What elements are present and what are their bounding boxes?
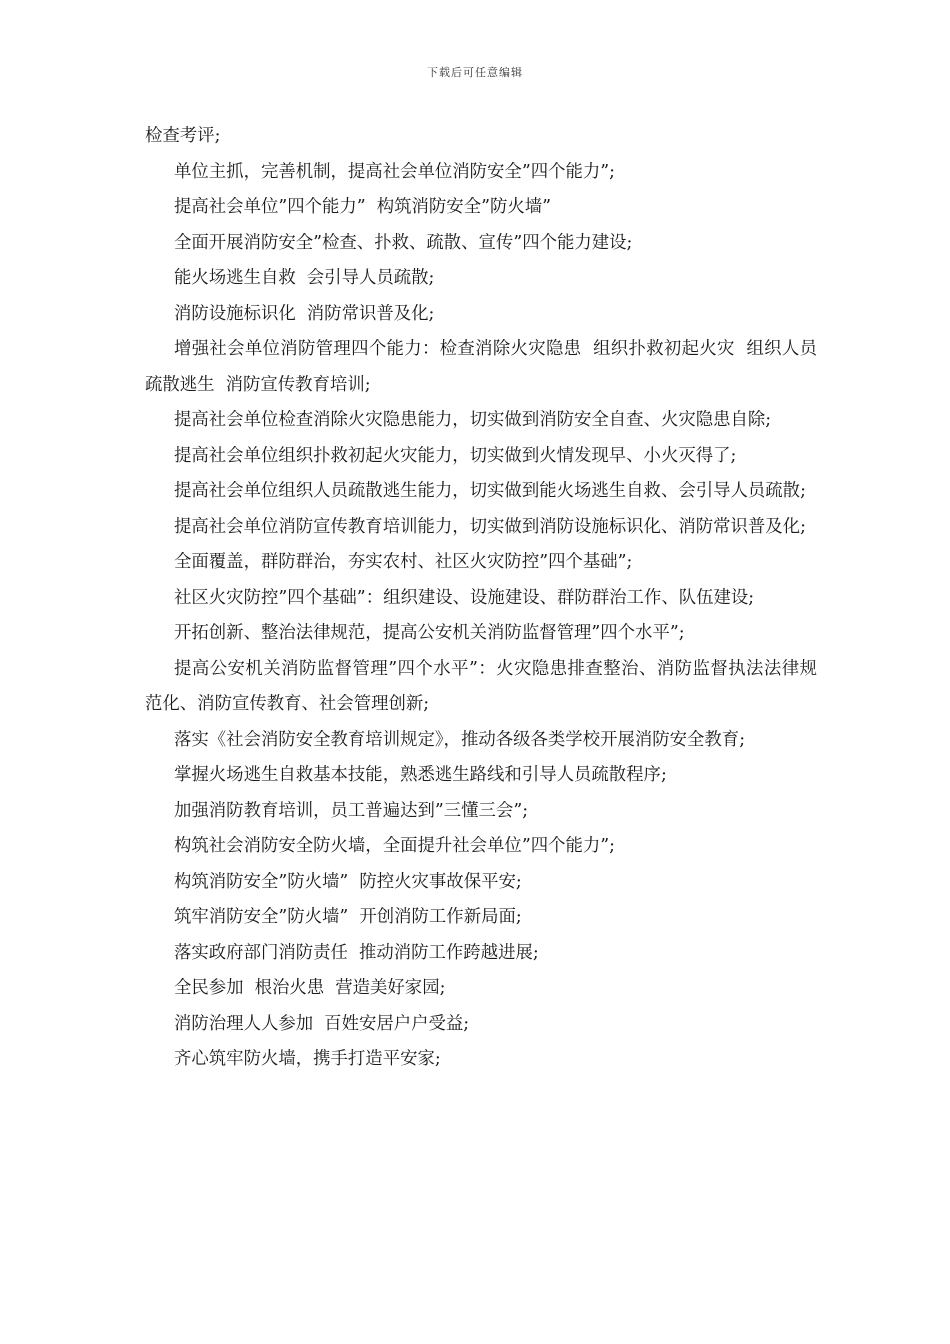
paragraph: 全民参加 根治火患 营造美好家园; (174, 978, 446, 998)
paragraph: 落实政府部门消防责任 推动消防工作跨越进展; (174, 942, 539, 963)
paragraph: 加强消防教育培训，员工普遍达到”三懂三会”; (174, 800, 529, 821)
paragraph: 社区火灾防控”四个基础”：组织建设、设施建设、群防群治工作、队伍建设; (174, 587, 755, 608)
paragraph: 齐心筑牢防火墙，携手打造平安家; (174, 1049, 441, 1069)
paragraph: 能火场逃生自救 会引导人员疏散; (174, 268, 435, 288)
paragraph: 全面开展消防安全”检查、扑救、疏散、宣传”四个能力建设; (174, 232, 633, 253)
paragraph: 检查考评; (145, 126, 221, 146)
paragraph: 全面覆盖，群防群治，夯实农村、社区火灾防控”四个基础”; (174, 552, 633, 572)
paragraph: 落实《社会消防安全教育培训规定》，推动各级各类学校开展消防安全教育; (174, 729, 746, 750)
paragraph: 提高社会单位组织扑救初起火灾能力，切实做到火情发现早、小火灭得了; (174, 445, 737, 466)
paragraph: 单位主抓，完善机制，提高社会单位消防安全”四个能力”; (174, 161, 616, 182)
paragraph: 消防设施标识化 消防常识普及化; (174, 303, 435, 324)
document-body (145, 119, 817, 1078)
paragraph: 构筑消防安全”防火墙” 防控火灾事故保平安; (174, 871, 522, 892)
paragraph: 掌握火场逃生自救基本技能，熟悉逃生路线和引导人员疏散程序; (174, 765, 667, 785)
paragraph: 提高社会单位组织人员疏散逃生能力，切实做到能火场逃生自救、会引导人员疏散; (174, 481, 806, 501)
paragraph: 消防治理人人参加 百姓安居户户受益; (174, 1013, 470, 1034)
paragraph: 开拓创新、整治法律规范，提高公安机关消防监督管理”四个水平”; (174, 623, 685, 643)
page-header: 下载后可任意编辑 (427, 66, 523, 79)
paragraph: 提高公安机关消防监督管理”四个水平”：火灾隐患排查整治、消防监督执法法律规范化、消防宣传教育、社会管理创新; (145, 658, 817, 714)
paragraph: 提高社会单位消防宣传教育培训能力，切实做到消防设施标识化、消防常识普及化; (174, 516, 806, 537)
paragraph: 提高社会单位检查消除火灾隐患能力，切实做到消防安全自查、火灾隐患自除; (174, 410, 772, 430)
paragraph: 增强社会单位消防管理四个能力：检查消除火灾隐患 组织扑救初起火灾 组织人员疏散逃生 消防宣传教育培训; (145, 339, 817, 395)
paragraph: 构筑社会消防安全防火墙，全面提升社会单位”四个能力”; (174, 836, 616, 856)
paragraph: 筑牢消防安全”防火墙” 开创消防工作新局面; (174, 907, 522, 927)
paragraph: 提高社会单位”四个能力” 构筑消防安全”防火墙” (174, 197, 552, 217)
